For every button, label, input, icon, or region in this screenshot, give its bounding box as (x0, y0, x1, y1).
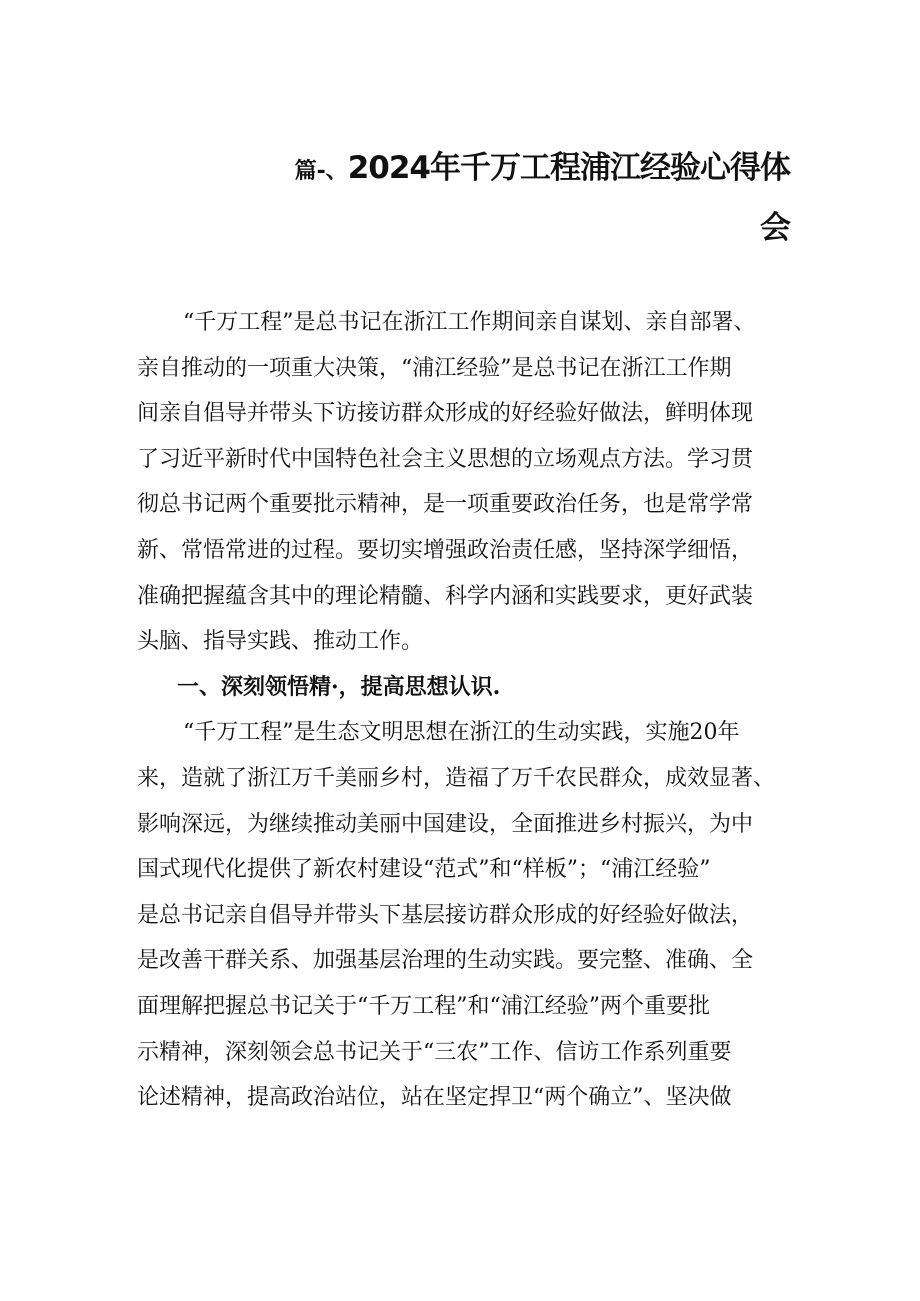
title-line-2: 会 (760, 210, 790, 246)
paragraph-2-line: 国式现代化提供了新农村建设“范式”和“样板”；“浦江经验” (137, 857, 711, 883)
paragraph-1-line: 间亲自倡导并带头下访接访群众形成的好经验好做法，鲜明体现 (137, 401, 754, 427)
paragraph-1-line: 彻总书记两个重要批示精神，是一项重要政治任务，也是常学常 (137, 492, 754, 518)
paragraph-1-line: 亲自推动的一项重大决策，“浦江经验”是总书记在浙江工作期 (137, 355, 732, 381)
paragraph-2-line: 是改善干群关系、加强基层治理的生动实践。要完整、准确、全 (137, 948, 754, 974)
document-body (137, 300, 797, 1121)
paragraph-2-line: 面理解把握总书记关于“千万工程”和“浦江经验”两个重要批 (137, 993, 710, 1019)
paragraph-2-line: “千万工程”是生态文明思想在浙江的生动实践，实施20年 (183, 720, 740, 746)
paragraph-2-line: 示精神，深刻领会总书记关于“三农”工作、信访工作系列重要 (137, 1039, 732, 1065)
title-prefix: 篇-、 (294, 159, 348, 184)
paragraph-2-line: 是总书记亲自倡导并带头下基层接访群众形成的好经验好做法， (137, 902, 754, 928)
paragraph-1-line: 新、常悟常进的过程。要切实增强政治责任感，坚持深学细悟， (137, 537, 754, 563)
document-title (130, 140, 790, 256)
title-line-1 (130, 140, 790, 200)
paragraph-2-line: 来，造就了浙江万千美丽乡村，造福了万千农民群众，成效显著、 (137, 765, 776, 791)
paragraph-1-line: “千万工程”是总书记在浙江工作期间亲自谋划、亲自部署、 (183, 310, 756, 335)
paragraph-2-line: 论述精神，提高政治站位，站在坚定捍卫“两个确立”、坚决做 (137, 1085, 732, 1111)
paragraph-1-line: 了习近平新时代中国特色社会主义思想的立场观点方法。学习贯 (137, 446, 754, 472)
section-1-heading: 一、深刻领悟精·，提高思想认识. (177, 673, 501, 700)
title-main: 2024年千万工程浦江经验心得体 (347, 150, 790, 186)
paragraph-1-line: 头脑、指导实践、推动工作。 (137, 629, 424, 655)
paragraph-1-line: 准确把握蕴含其中的理论精髓、科学内涵和实践要求，更好武装 (137, 583, 754, 609)
paragraph-2-line: 影响深远，为继续推动美丽中国建设，全面推进乡村振兴，为中 (137, 811, 754, 837)
